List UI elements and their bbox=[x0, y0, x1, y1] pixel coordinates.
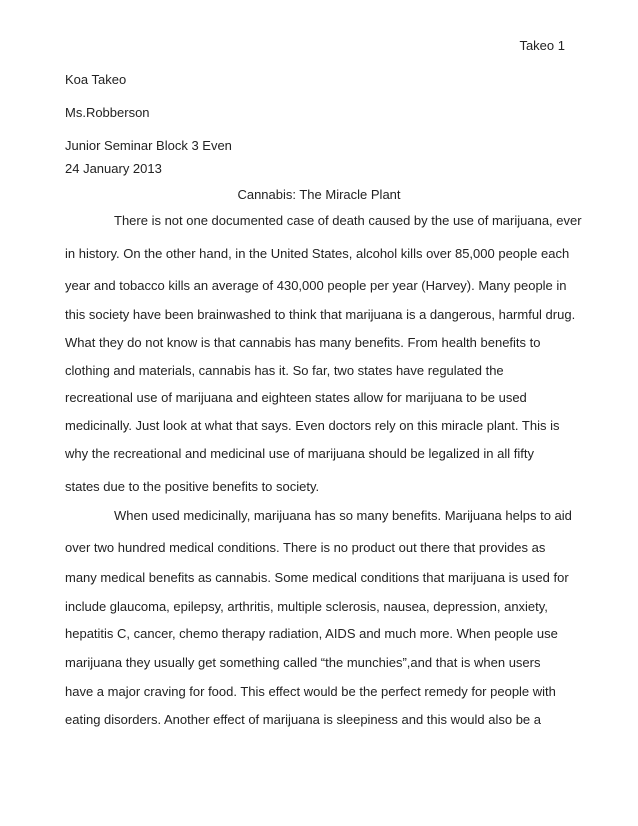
essay-date: 24 January 2013 bbox=[65, 161, 162, 176]
body-line: have a major craving for food. This effect would be the perfect remedy for people with bbox=[65, 684, 556, 699]
teacher-name: Ms.Robberson bbox=[65, 105, 150, 120]
body-line: over two hundred medical conditions. There is no product out there that provides as bbox=[65, 540, 546, 555]
body-line: There is not one documented case of death caused by the use of marijuana, ever bbox=[114, 213, 582, 228]
author-name: Koa Takeo bbox=[65, 72, 127, 87]
running-header: Takeo 1 bbox=[519, 38, 565, 53]
body-line: this society have been brainwashed to think that marijuana is a dangerous, harmful drug. bbox=[65, 307, 576, 322]
body-line: When used medicinally, marijuana has so many benefits. Marijuana helps to aid bbox=[114, 508, 572, 523]
body-line: hepatitis C, cancer, chemo therapy radiation, AIDS and much more. When people use bbox=[65, 626, 558, 641]
body-line: include glaucoma, epilepsy, arthritis, multiple sclerosis, nausea, depression, anxiety, bbox=[65, 599, 548, 614]
body-line: medicinally. Just look at what that says. Even doctors rely on this miracle plant. This is bbox=[65, 418, 560, 433]
body-line: marijuana they usually get something called “the munchies”,and that is when users bbox=[65, 655, 541, 670]
body-line: states due to the positive benefits to society. bbox=[65, 479, 320, 494]
body-line: why the recreational and medicinal use of marijuana should be legalized in all fifty bbox=[65, 446, 534, 461]
course-name: Junior Seminar Block 3 Even bbox=[65, 138, 232, 153]
body-line: What they do not know is that cannabis has many benefits. From health benefits to bbox=[65, 335, 541, 350]
body-line: many medical benefits as cannabis. Some medical conditions that marijuana is used for bbox=[65, 570, 569, 585]
body-line: year and tobacco kills an average of 430,000 people per year (Harvey). Many people in bbox=[65, 278, 567, 293]
essay-title: Cannabis: The Miracle Plant bbox=[237, 187, 401, 202]
body-line: clothing and materials, cannabis has it. So far, two states have regulated the bbox=[65, 363, 504, 378]
body-line: eating disorders. Another effect of marijuana is sleepiness and this would also be a bbox=[65, 712, 541, 727]
body-line: recreational use of marijuana and eighteen states allow for marijuana to be used bbox=[65, 390, 527, 405]
body-line: in history. On the other hand, in the United States, alcohol kills over 85,000 people each bbox=[65, 246, 570, 261]
